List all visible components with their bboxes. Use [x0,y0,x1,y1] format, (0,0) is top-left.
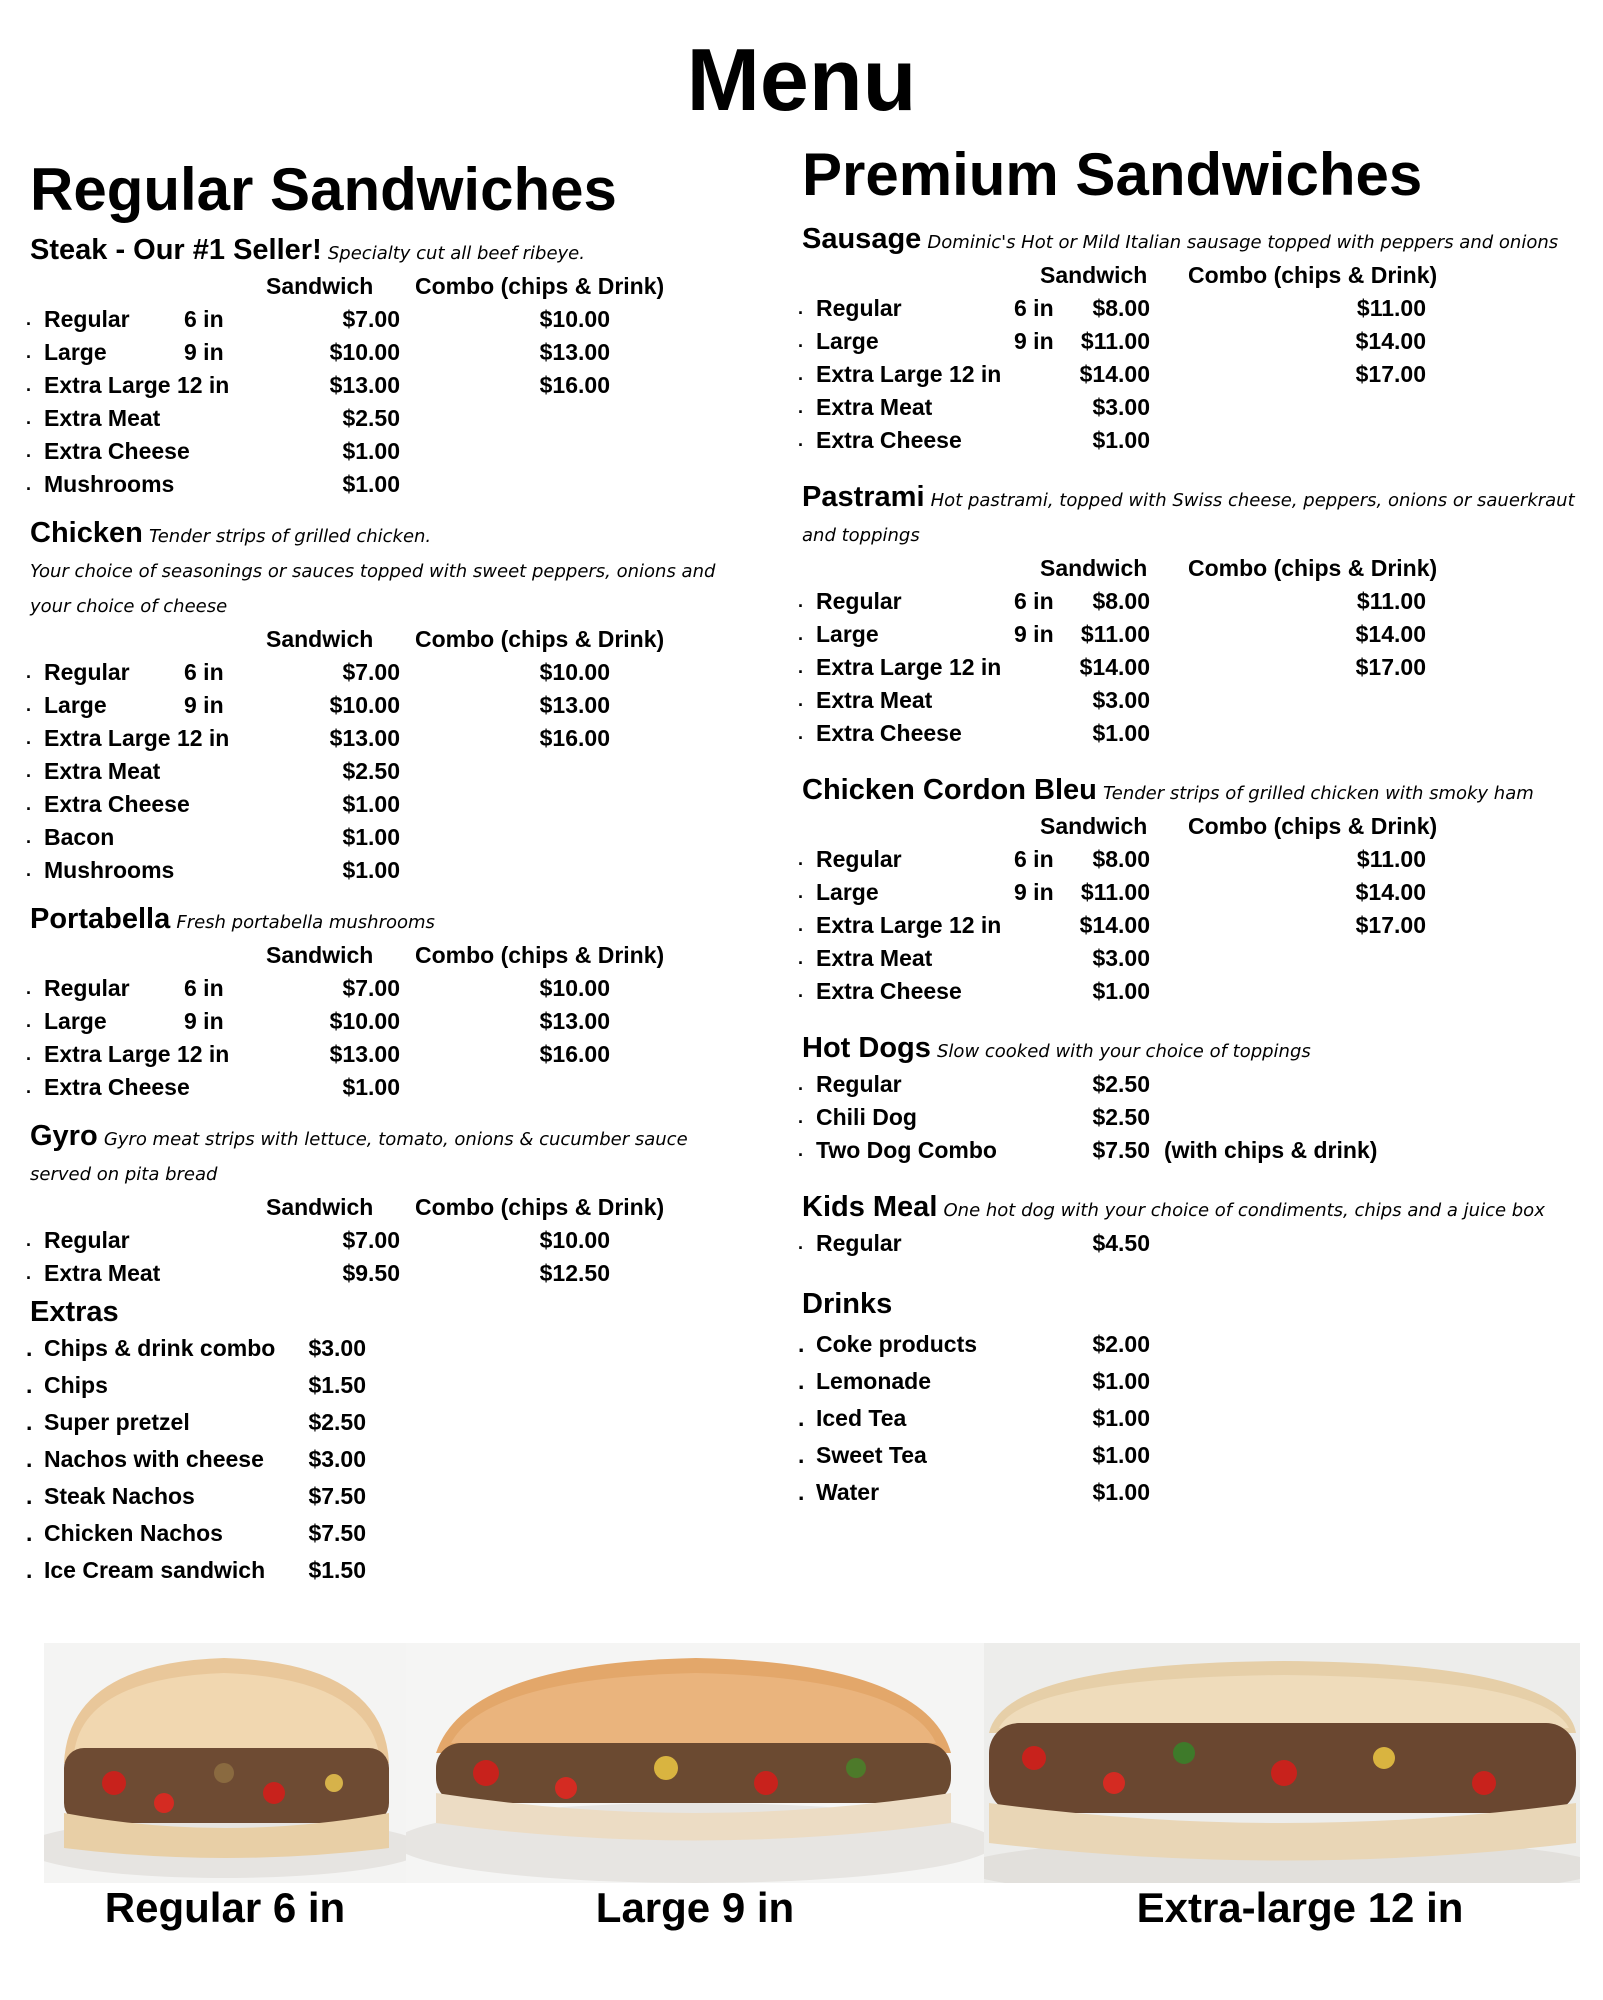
combo-price: $13.00 [539,1008,610,1034]
item-name: Regular [816,1230,902,1256]
item-name: Water [816,1479,880,1505]
section-description: Tender strips of grilled chicken with smoky ham [1102,783,1534,804]
bullet-marker: . [798,1233,804,1253]
combo-header: Combo (chips & Drink) [1188,555,1438,581]
sandwich-price: $14.00 [1079,361,1150,387]
menu-item-row [798,909,1582,942]
section-description: Fresh portabella mushrooms [176,912,435,933]
bullet-marker: . [798,849,804,869]
bullet-marker: . [798,915,804,935]
portabella-section [26,903,760,1104]
item-name: Large [44,1008,107,1034]
section-description: Specialty cut all beef ribeye. [327,243,585,264]
item-name: Regular [44,659,130,685]
combo-header: Combo (chips & Drink) [415,942,665,968]
premium-sandwiches-column [798,141,1582,1527]
section-description: Gyro meat strips with lettuce, tomato, onions & cucumber sauce served on pita bread [30,1129,688,1185]
photo-caption-regular: Regular 6 in [104,1884,346,1931]
menu-item-row [26,1552,760,1589]
item-name: Extra Cheese [816,427,962,453]
price-header [30,1191,760,1224]
bullet-marker: . [26,827,32,847]
regular-sandwiches-title: Regular Sandwiches [30,156,617,223]
item-name: Extra Large 12 in [816,361,1002,387]
sandwich-price: $10.00 [329,692,400,718]
section-description: Dominic's Hot or Mild Italian sausage topped with peppers and onions [927,232,1559,253]
bullet-marker: . [26,978,32,998]
item-name: Regular [816,588,902,614]
menu-item-row [798,684,1582,717]
bullet-marker: . [26,1483,33,1509]
gyro-section [26,1120,760,1290]
sandwich-header: Sandwich [266,626,374,652]
bullet-marker: . [26,342,32,362]
item-name: Extra Cheese [816,720,962,746]
menu-item-row [26,435,760,468]
combo-header: Combo (chips & Drink) [1188,813,1438,839]
sandwich-price: $1.00 [342,857,400,883]
price-header [802,259,1582,292]
item-size: 9 in [1014,328,1054,354]
item-size: 9 in [184,692,224,718]
bullet-marker: . [798,591,804,611]
item-price: $3.00 [308,1446,366,1472]
drinks-section [798,1286,1582,1511]
item-name: Extra Cheese [816,978,962,1004]
section-name: Pastrami [802,481,925,513]
menu-item-row [26,1404,760,1441]
item-name: Coke products [816,1331,978,1357]
price-header [30,270,760,303]
item-price: $1.00 [1092,1442,1150,1468]
bullet-marker: . [26,309,32,329]
bullet-marker: . [26,441,32,461]
sandwich-price: $1.00 [342,1074,400,1100]
item-name: Large [816,879,879,905]
sandwich-price: $11.00 [1080,879,1150,905]
combo-header: Combo (chips & Drink) [415,1194,665,1220]
menu-item-row [798,1326,1582,1363]
item-name: Sweet Tea [816,1442,927,1468]
section-description-extra: Your choice of seasonings or sauces topped with sweet peppers, onions and your choice of cheese [30,561,716,617]
menu-item-row [798,1437,1582,1474]
bullet-marker: . [798,1368,805,1394]
item-price: $2.00 [1092,1331,1150,1357]
bullet-marker: . [26,662,32,682]
item-name: Mushrooms [44,857,175,883]
section-description: Hot pastrami, topped with Swiss cheese, peppers, onions or sauerkraut and toppings [802,490,1575,546]
item-note: (with chips & drink) [1164,1137,1378,1163]
sandwich-price: $7.00 [342,659,400,685]
item-name: Lemonade [816,1368,932,1394]
item-name: Extra Meat [44,758,161,784]
sandwich-price: $8.00 [1092,295,1150,321]
combo-price: $11.00 [1356,295,1426,321]
combo-price: $14.00 [1355,621,1426,647]
section-name: Chicken [30,517,143,549]
item-name: Iced Tea [816,1405,907,1431]
bullet-marker: . [26,761,32,781]
item-name: Regular [816,846,902,872]
menu-item-row [26,755,760,788]
page-title: Menu [686,30,917,129]
sandwich-price: $1.00 [342,791,400,817]
menu-item-row [26,1441,760,1478]
item-price: $2.50 [1092,1104,1150,1130]
chicken-cordon-bleu-section [798,774,1582,1008]
item-size: 6 in [184,306,224,332]
photo-caption-large: Large 9 in [595,1884,795,1931]
item-name: Extra Meat [816,687,933,713]
bullet-marker: . [798,1442,805,1468]
combo-price: $12.50 [539,1260,610,1286]
bullet-marker: . [798,1479,805,1505]
combo-price: $10.00 [539,306,610,332]
item-price: $4.50 [1092,1230,1150,1256]
price-header [30,623,760,656]
bullet-marker: . [798,397,804,417]
item-name: Large [816,328,879,354]
combo-price: $17.00 [1355,361,1426,387]
menu-item-row [26,788,760,821]
extras-title: Extras [30,1296,119,1328]
bullet-marker: . [26,1011,32,1031]
menu-item-row [798,325,1582,358]
item-name: Extra Cheese [44,1074,190,1100]
item-size: 6 in [1014,846,1054,872]
item-name: Large [816,621,879,647]
menu-item-row [798,876,1582,909]
menu-item-row [26,1478,760,1515]
item-name: Two Dog Combo [816,1137,997,1163]
item-name: Regular [44,306,130,332]
menu-item-row [26,303,760,336]
section-name: Sausage [802,223,922,255]
menu-item-row [26,1257,760,1290]
section-name: Gyro [30,1120,98,1152]
item-price: $1.50 [308,1372,366,1398]
item-price: $2.50 [308,1409,366,1435]
combo-price: $10.00 [539,975,610,1001]
item-price: $7.50 [308,1520,366,1546]
sandwich-price: $1.00 [1092,427,1150,453]
sandwich-price: $1.00 [1092,978,1150,1004]
price-header [30,939,760,972]
menu-item-row [798,942,1582,975]
section-description: One hot dog with your choice of condiments, chips and a juice box [943,1200,1545,1221]
item-name: Mushrooms [44,471,175,497]
item-size: 9 in [1014,621,1054,647]
bullet-marker: . [26,375,32,395]
item-price: $1.50 [308,1557,366,1583]
menu-item-row [798,843,1582,876]
item-size: 9 in [1014,879,1054,905]
sandwich-price: $8.00 [1092,846,1150,872]
combo-price: $16.00 [539,1041,610,1067]
bullet-marker: . [26,860,32,880]
bullet-marker: . [798,298,804,318]
price-header [802,810,1582,843]
bullet-marker: . [26,695,32,715]
sandwich-header: Sandwich [1040,555,1148,581]
menu-item-row [26,656,760,689]
menu-item-row [798,618,1582,651]
combo-price: $11.00 [1356,846,1426,872]
sandwich-price: $3.00 [1092,687,1150,713]
combo-price: $16.00 [539,725,610,751]
item-name: Regular [816,1071,902,1097]
sandwich-price: $2.50 [342,405,400,431]
sandwich-price: $13.00 [329,725,400,751]
combo-price: $16.00 [539,372,610,398]
menu-item-row [798,424,1582,457]
menu-item-row [26,821,760,854]
combo-price: $17.00 [1355,654,1426,680]
bullet-marker: . [798,948,804,968]
item-name: Extra Cheese [44,438,190,464]
item-name: Extra Large 12 in [44,725,230,751]
bullet-marker: . [798,657,804,677]
bullet-marker: . [798,624,804,644]
combo-price: $10.00 [539,659,610,685]
regular-sandwiches-column [26,156,760,1605]
menu-item-row [798,292,1582,325]
bullet-marker: . [26,474,32,494]
bullet-marker: . [26,1077,32,1097]
bullet-marker: . [798,1074,804,1094]
item-name: Regular [816,295,902,321]
combo-header: Combo (chips & Drink) [1188,262,1438,288]
item-size: 9 in [184,339,224,365]
sandwich-price: $14.00 [1079,912,1150,938]
item-name: Extra Large 12 in [816,912,1002,938]
sandwich-header: Sandwich [266,1194,374,1220]
photo-caption-extra-large: Extra-large 12 in [1136,1884,1464,1931]
menu-item-row [26,1224,760,1257]
hot-dogs-section [798,1032,1582,1167]
sandwich-price: $10.00 [329,1008,400,1034]
steak-section [26,234,760,501]
item-name: Large [44,339,107,365]
item-name: Extra Large 12 in [44,372,230,398]
menu-item-row [26,369,760,402]
bullet-marker: . [798,1405,805,1431]
sandwich-price: $8.00 [1092,588,1150,614]
sandwich-price: $13.00 [329,1041,400,1067]
menu-item-row [798,1068,1582,1101]
item-name: Extra Meat [816,394,933,420]
menu-item-row [798,651,1582,684]
bullet-marker: . [26,1335,33,1361]
item-name: Extra Large 12 in [44,1041,230,1067]
item-price: $1.00 [1092,1405,1150,1431]
item-size: 9 in [184,1008,224,1034]
bullet-marker: . [798,364,804,384]
sandwich-price: $1.00 [342,438,400,464]
item-name: Chicken Nachos [44,1520,223,1546]
menu-item-row [798,585,1582,618]
item-price: $7.50 [308,1483,366,1509]
bullet-marker: . [798,981,804,1001]
combo-header: Combo (chips & Drink) [415,273,665,299]
sausage-section [798,223,1582,457]
sandwich-header: Sandwich [266,273,374,299]
menu-item-row [798,1134,1582,1167]
section-name: Portabella [30,903,171,935]
sandwich-price: $1.00 [342,824,400,850]
bullet-marker: . [26,408,32,428]
bullet-marker: . [26,1372,33,1398]
item-size: 6 in [1014,588,1054,614]
item-name: Chips & drink combo [44,1335,276,1361]
sandwich-price: $2.50 [342,758,400,784]
combo-price: $13.00 [539,692,610,718]
combo-price: $17.00 [1355,912,1426,938]
menu-item-row [26,336,760,369]
item-price: $1.00 [1092,1368,1150,1394]
combo-price: $11.00 [1356,588,1426,614]
item-price: $3.00 [308,1335,366,1361]
menu-item-row [26,1367,760,1404]
menu-item-row [26,689,760,722]
menu-item-row [26,468,760,501]
premium-sandwiches-title: Premium Sandwiches [802,141,1423,208]
menu-item-row [798,391,1582,424]
item-name: Extra Large 12 in [816,654,1002,680]
item-name: Large [44,692,107,718]
sandwich-header: Sandwich [1040,813,1148,839]
item-name: Extra Meat [44,1260,161,1286]
section-name: Chicken Cordon Bleu [802,774,1097,806]
item-name: Extra Meat [44,405,161,431]
bullet-marker: . [798,331,804,351]
bullet-marker: . [798,723,804,743]
combo-header: Combo (chips & Drink) [415,626,665,652]
section-description: Tender strips of grilled chicken. [148,526,432,547]
extras-section [26,1294,760,1589]
menu-item-row [26,972,760,1005]
menu-item-row [798,975,1582,1008]
sandwich-price: $11.00 [1080,328,1150,354]
kids-meal-section [798,1191,1582,1260]
price-header [802,552,1582,585]
sandwich-price: $3.00 [1092,394,1150,420]
sandwich-price: $7.00 [342,306,400,332]
chicken-section [26,517,760,887]
menu-item-row [26,1330,760,1367]
item-price: $2.50 [1092,1071,1150,1097]
bullet-marker: . [26,1263,32,1283]
combo-price: $14.00 [1355,879,1426,905]
combo-price: $14.00 [1355,328,1426,354]
item-size: 6 in [184,975,224,1001]
sandwich-price: $10.00 [329,339,400,365]
menu-item-row [26,1071,760,1104]
section-name: Hot Dogs [802,1032,931,1064]
drinks-title: Drinks [802,1288,893,1320]
combo-price: $10.00 [539,1227,610,1253]
menu-item-row [798,717,1582,750]
sandwich-header: Sandwich [1040,262,1148,288]
bullet-marker: . [798,1331,805,1357]
sandwich-price: $11.00 [1080,621,1150,647]
item-size: 6 in [184,659,224,685]
menu-item-row [26,1038,760,1071]
section-description: Slow cooked with your choice of toppings [937,1041,1311,1062]
large-sandwich-photo [406,1643,984,1883]
sandwich-price: $1.00 [342,471,400,497]
item-name: Bacon [44,824,115,850]
item-name: Nachos with cheese [44,1446,264,1472]
menu-item-row [26,402,760,435]
bullet-marker: . [26,728,32,748]
section-name: Steak - Our #1 Seller! [30,234,322,266]
menu-item-row [798,1400,1582,1437]
item-name: Extra Meat [816,945,933,971]
sandwich-price: $7.00 [342,1227,400,1253]
item-name: Extra Cheese [44,791,190,817]
item-name: Chips [44,1372,108,1398]
sandwich-price: $1.00 [1092,720,1150,746]
regular-sandwich-photo [44,1643,406,1883]
bullet-marker: . [798,690,804,710]
bullet-marker: . [26,1230,32,1250]
item-name: Super pretzel [44,1409,190,1435]
menu-item-row [26,1515,760,1552]
sandwich-price: $13.00 [329,372,400,398]
sandwich-price: $3.00 [1092,945,1150,971]
bullet-marker: . [26,1409,33,1435]
bullet-marker: . [26,794,32,814]
section-name: Kids Meal [802,1191,938,1223]
item-price: $7.50 [1092,1137,1150,1163]
item-size: 6 in [1014,295,1054,321]
sandwich-price: $9.50 [342,1260,400,1286]
item-name: Steak Nachos [44,1483,195,1509]
item-name: Chili Dog [816,1104,917,1130]
item-name: Ice Cream sandwich [44,1557,266,1583]
menu-item-row [26,1005,760,1038]
combo-price: $13.00 [539,339,610,365]
bullet-marker: . [798,882,804,902]
item-price: $1.00 [1092,1479,1150,1505]
bullet-marker: . [798,1140,804,1160]
pastrami-section [798,481,1582,750]
menu-item-row [798,1363,1582,1400]
bullet-marker: . [798,430,804,450]
sandwich-price: $14.00 [1079,654,1150,680]
menu-item-row [26,854,760,887]
extra-large-sandwich-photo [984,1643,1580,1883]
menu-item-row [798,1227,1582,1260]
bullet-marker: . [798,1107,804,1127]
menu-item-row [26,722,760,755]
item-name: Regular [44,975,130,1001]
menu-item-row [798,1474,1582,1511]
item-name: Regular [44,1227,130,1253]
sandwich-price: $7.00 [342,975,400,1001]
bullet-marker: . [26,1520,33,1546]
menu-item-row [798,1101,1582,1134]
sandwich-header: Sandwich [266,942,374,968]
bullet-marker: . [26,1557,33,1583]
menu-item-row [798,358,1582,391]
bullet-marker: . [26,1446,33,1472]
bullet-marker: . [26,1044,32,1064]
